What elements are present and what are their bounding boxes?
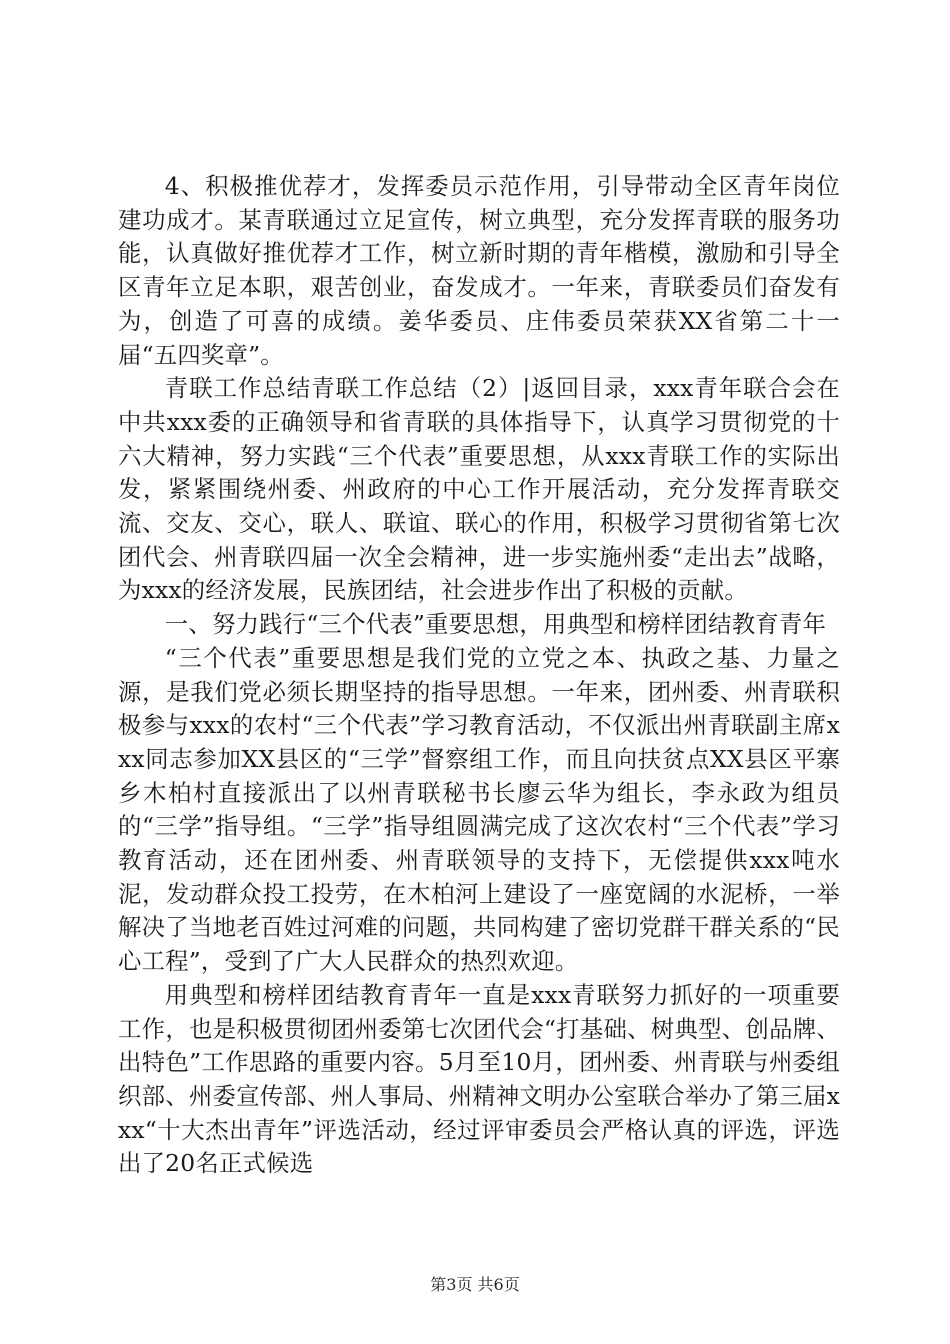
page-number-footer: 第3页 共6页 — [430, 1275, 520, 1294]
paragraph-recommend-talents: 4、积极推优荐才，发挥委员示范作用，引导带动全区青年岗位建功成才。某青联通过立足宣传，树立典型，充分发挥青联的服务功能，认真做好推优荐才工作，树立新时期的青年楷模，激励和引导全区青年立足本职，艰苦创业，奋发成才。一年来，青联委员们奋发有为，创造了可喜的成绩。姜华委员、庄伟委员荣获XX省第二十一届“五四奖章”。 — [118, 172, 840, 369]
section-heading-one: 一、努力践行“三个代表”重要思想，用典型和榜样团结教育青年 — [164, 610, 827, 639]
paragraph-summary-2-intro: 青联工作总结青联工作总结（2）|返回目录，xxx青年联合会在中共xxx委的正确领导和省青联的具体指导下，认真学习贯彻党的十六大精神，努力实践“三个代表”重要思想，从xxx青联工作的实际出发，紧紧围绕州委、州政府的中心工作开展活动，充分发挥青联交流、交友、交心，联人、联谊、联心的作用，积极学习贯彻省第七次团代会、州青联四届一次全会精神，进一步实施州委“走出去”战略，为xxx的经济发展，民族团结，社会进步作出了积极的贡献。 — [118, 374, 840, 605]
paragraph-three-represents: “三个代表”重要思想是我们党的立党之本、执政之基、力量之源，是我们党必须长期坚持的指导思想。一年来，团州委、州青联积极参与xxx的农村“三个代表”学习教育活动，不仅派出州青联副主席xxx同志参加XX县区的“三学”督察组工作，而且向扶贫点XX县区平寨乡木柏村直接派出了以州青联秘书长廖云华为组长，李永政为组员的“三学”指导组。“三学”指导组圆满完成了这次农村“三个代表”学习教育活动，还在团州委、州青联领导的支持下，无偿提供xxx吨水泥，发动群众投工投劳，在木柏河上建设了一座宽阔的水泥桥，一举解决了当地老百姓过河难的问题，共同构建了密切党群干群关系的“民心工程”，受到了广大人民群众的热烈欢迎。 — [118, 643, 840, 976]
paragraph-role-models: 用典型和榜样团结教育青年一直是xxx青联努力抓好的一项重要工作，也是积极贯彻团州委第七次团代会“打基础、树典型、创品牌、出特色”工作思路的重要内容。5月至10月，团州委、州青联与州委组织部、州委宣传部、州人事局、州精神文明办公室联合举办了第三届xxx“十大杰出青年”评选活动，经过评审委员会严格认真的评选，评选出了20名正式候选 — [118, 980, 840, 1178]
document-body — [118, 170, 840, 1181]
